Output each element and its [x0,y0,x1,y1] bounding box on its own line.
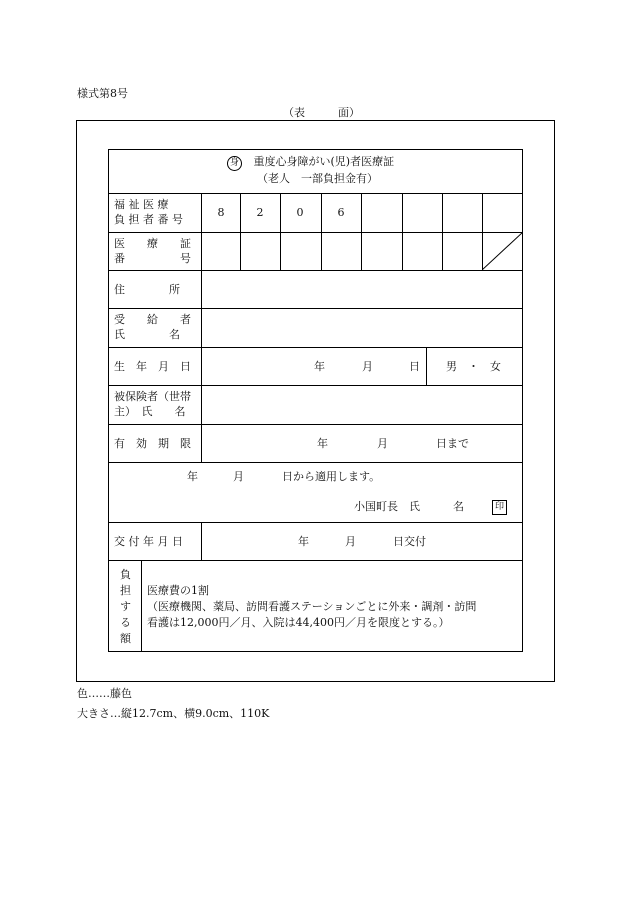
row-divider [108,462,523,463]
sex-divider [426,347,427,385]
issue-month: 月 [345,535,356,548]
burden-label-char: 額 [120,632,131,645]
label-column-divider [201,522,202,560]
provider-number-label: 福 祉 医 療 [114,198,169,211]
provider-number-label: 負 担 者 番 号 [114,213,183,226]
card-subtitle: （老人 一部負担金有） [257,172,378,185]
issue-date-label: 交 付 年 月 日 [114,535,183,548]
provider-digit: 6 [337,206,345,219]
issue-issued: 日交付 [393,535,426,548]
label-column-divider [201,193,202,462]
insured-label: 被保険者（世帯 [114,390,191,403]
card-title [227,155,394,171]
side-label: （表 面） [283,106,360,119]
digit-divider [280,193,281,270]
footer-size: 大きさ…縦12.7cm、横9.0cm、110K [77,707,270,720]
digit-divider [361,193,362,270]
diagonal-slash [482,232,523,270]
disability-badge-icon: 身 [227,156,242,171]
row-divider [108,308,523,309]
row-divider [108,193,523,194]
burden-label-char: 担 [120,584,131,597]
burden-line: 看護は12,000円／月、入院は44,400円／月を限度とする。） [147,616,450,629]
digit-divider [402,193,403,270]
mayor-name: 小国町長 氏 名 [354,500,464,513]
dob-year: 年 [314,360,325,373]
applied-year: 年 [187,470,198,483]
burden-label-divider [141,560,142,652]
cert-number-label: 番 号 [114,252,191,265]
validity-month: 月 [377,437,388,450]
provider-digit: 0 [296,206,304,219]
burden-line: 医療費の1割 [147,584,209,597]
row-divider [108,385,523,386]
row-divider [108,270,523,271]
dob-month: 月 [362,360,373,373]
form-number: 様式第8号 [77,87,128,100]
row-divider [108,560,523,561]
digit-divider [240,193,241,270]
validity-year: 年 [317,437,328,450]
provider-digit: 8 [217,206,225,219]
validity-label: 有 効 期 限 [114,437,191,450]
issue-year: 年 [298,535,309,548]
validity-until: 日まで [436,437,469,450]
recipient-label: 受 給 者 [114,313,191,326]
digit-divider [321,193,322,270]
applied-from: 日から適用します。 [282,470,381,483]
burden-line: （医療機関、薬局、訪問看護ステーションごとに外来・調剤・訪問 [147,600,477,613]
burden-label-char: 負 [120,568,131,581]
seal-icon: 印 [492,500,507,515]
insured-label: 主） 氏 名 [114,405,186,418]
dob-label: 生 年 月 日 [114,360,191,373]
digit-divider [442,193,443,270]
footer-color: 色……藤色 [77,687,132,700]
applied-month: 月 [233,470,244,483]
row-divider [108,424,523,425]
recipient-label: 氏 名 [114,328,180,341]
dob-day: 日 [409,360,420,373]
row-divider [108,232,523,233]
provider-digit: 2 [256,206,264,219]
address-label: 住 所 [114,283,180,296]
row-divider [108,347,523,348]
cert-number-label: 医 療 証 [114,237,191,250]
card-title-text: 重度心身障がい(児)者医療証 [253,155,395,168]
burden-label-char: す [120,600,131,613]
row-divider [108,522,523,523]
burden-label-char: る [120,616,131,629]
sex-field: 男 ・ 女 [446,360,501,373]
